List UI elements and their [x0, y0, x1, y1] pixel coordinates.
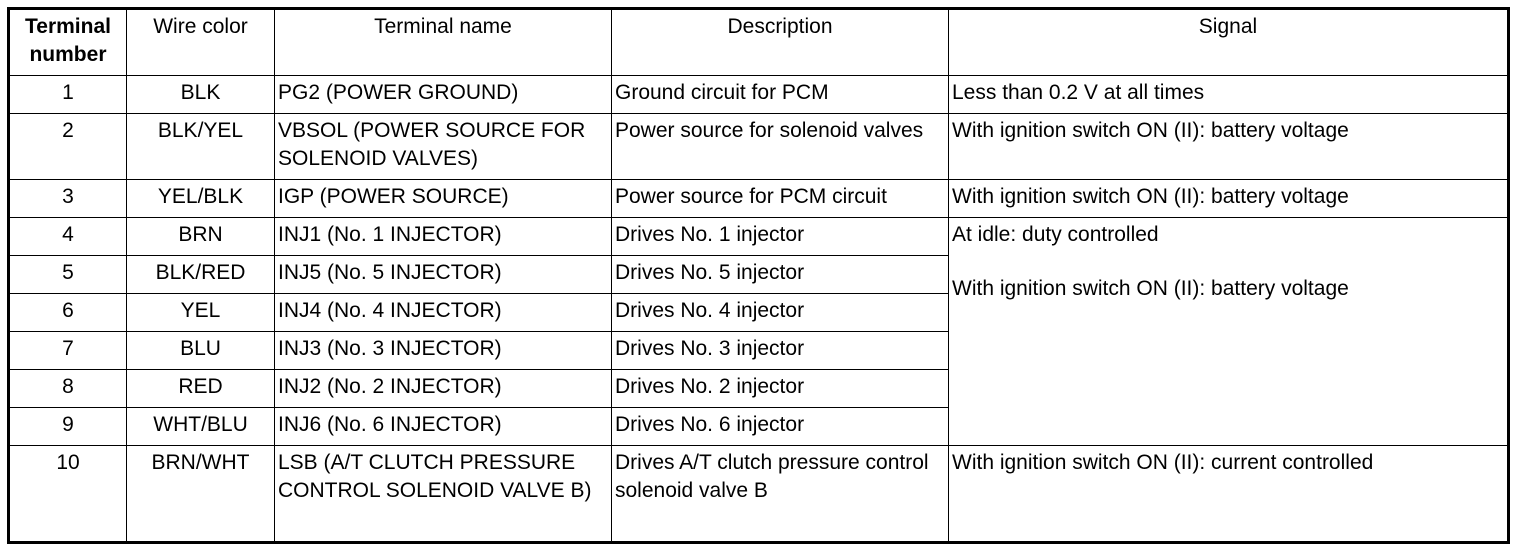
header-terminal-number-line1: Terminal [25, 15, 111, 38]
table-row [9, 76, 1509, 114]
table-row [9, 114, 1509, 180]
header-row [9, 9, 1509, 76]
wire-color: BLK/YEL [127, 114, 275, 180]
signal: With ignition switch ON (II): current controlled [949, 446, 1509, 543]
terminal-name: INJ1 (No. 1 INJECTOR) [275, 218, 612, 256]
terminal-number: 8 [9, 370, 127, 408]
table-row [9, 180, 1509, 218]
signal-spacer [952, 249, 1504, 275]
terminal-name: LSB (A/T CLUTCH PRESSURE CONTROL SOLENOID VALVE B) [275, 446, 612, 543]
terminal-name: INJ2 (No. 2 INJECTOR) [275, 370, 612, 408]
signal: Less than 0.2 V at all times [949, 76, 1509, 114]
terminal-number: 1 [9, 76, 127, 114]
header-wire-color: Wire color [127, 9, 275, 76]
wire-color: BRN/WHT [127, 446, 275, 543]
header-description: Description [612, 9, 949, 76]
injector-signal-ignition: With ignition switch ON (II): battery voltage [952, 277, 1349, 300]
header-terminal-number-line2: number [29, 43, 107, 66]
wire-color: YEL/BLK [127, 180, 275, 218]
description: Drives No. 6 injector [612, 408, 949, 446]
wire-color: BLU [127, 332, 275, 370]
description: Drives No. 2 injector [612, 370, 949, 408]
terminal-number: 6 [9, 294, 127, 332]
header-terminal-name: Terminal name [275, 9, 612, 76]
terminal-number: 7 [9, 332, 127, 370]
terminal-number: 10 [9, 446, 127, 543]
wire-color: RED [127, 370, 275, 408]
terminal-table [7, 7, 1510, 544]
terminal-number: 5 [9, 256, 127, 294]
description: Drives No. 3 injector [612, 332, 949, 370]
terminal-name: INJ3 (No. 3 INJECTOR) [275, 332, 612, 370]
terminal-name: INJ4 (No. 4 INJECTOR) [275, 294, 612, 332]
description: Power source for PCM circuit [612, 180, 949, 218]
terminal-name: VBSOL (POWER SOURCE FOR SOLENOID VALVES) [275, 114, 612, 180]
description: Drives No. 4 injector [612, 294, 949, 332]
table-row [9, 446, 1509, 543]
terminal-name: IGP (POWER SOURCE) [275, 180, 612, 218]
terminal-name: INJ6 (No. 6 INJECTOR) [275, 408, 612, 446]
terminal-name: INJ5 (No. 5 INJECTOR) [275, 256, 612, 294]
terminal-number: 2 [9, 114, 127, 180]
terminal-number: 9 [9, 408, 127, 446]
wire-color: BRN [127, 218, 275, 256]
header-terminal-number [9, 9, 127, 76]
wire-color: BLK/RED [127, 256, 275, 294]
terminal-number: 4 [9, 218, 127, 256]
wire-color: WHT/BLU [127, 408, 275, 446]
description: Drives No. 1 injector [612, 218, 949, 256]
wire-color: YEL [127, 294, 275, 332]
description: Drives No. 5 injector [612, 256, 949, 294]
signal: With ignition switch ON (II): battery voltage [949, 180, 1509, 218]
description: Drives A/T clutch pressure control solenoid valve B [612, 446, 949, 543]
terminal-number: 3 [9, 180, 127, 218]
header-signal: Signal [949, 9, 1509, 76]
injector-signal [949, 218, 1509, 446]
description: Ground circuit for PCM [612, 76, 949, 114]
table-row [9, 218, 1509, 256]
signal: With ignition switch ON (II): battery voltage [949, 114, 1509, 180]
terminal-name: PG2 (POWER GROUND) [275, 76, 612, 114]
wire-color: BLK [127, 76, 275, 114]
injector-signal-idle: At idle: duty controlled [952, 223, 1159, 246]
description: Power source for solenoid valves [612, 114, 949, 180]
